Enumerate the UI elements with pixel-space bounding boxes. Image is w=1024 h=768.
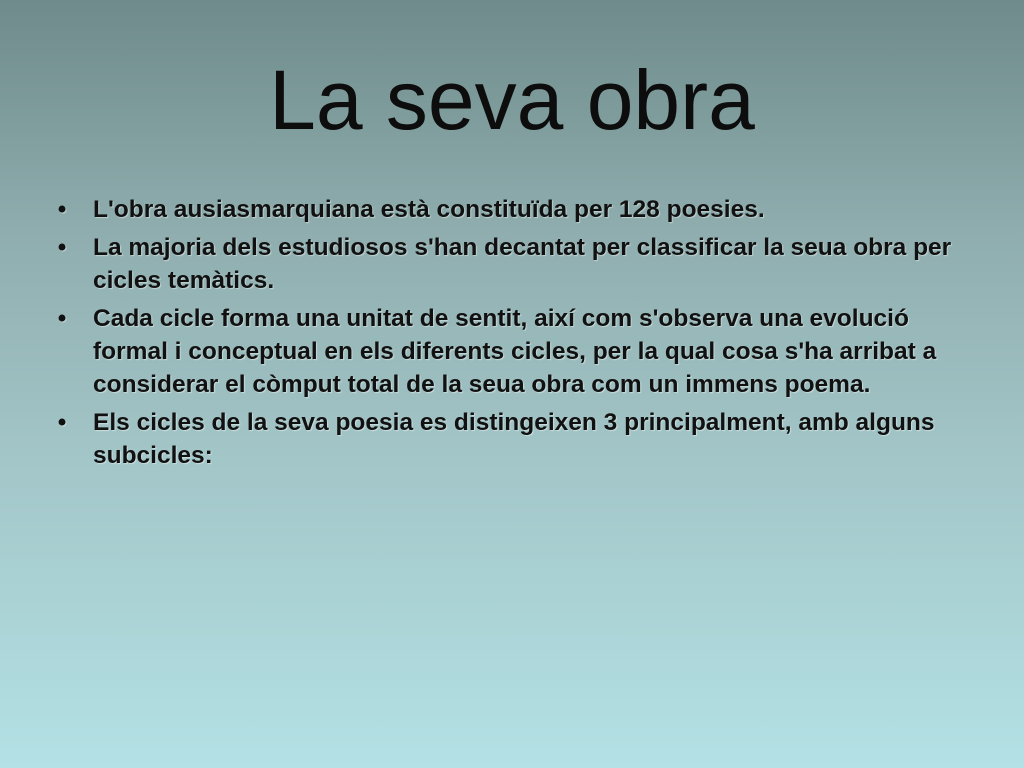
bullet-item (52, 193, 952, 226)
bullet-list (52, 193, 952, 477)
bullet-text: La majoria dels estudiosos s'han decantat per classificar la seua obra per cicles temàtics. (93, 234, 952, 294)
bullet-item (52, 406, 952, 472)
bullet-text: L'obra ausiasmarquiana està constituïda per 128 poesies. (93, 196, 765, 223)
bullet-icon: • (57, 409, 67, 436)
bullet-text: Cada cicle forma una unitat de sentit, així com s'observa una evolució formal i conceptual en els diferents cicles, per la qual cosa s'ha arribat a considerar el còmput total de la seua obra com un immens poema. (93, 305, 937, 398)
bullet-icon: • (57, 305, 67, 332)
bullet-icon: • (57, 234, 67, 261)
bullet-item (52, 302, 952, 401)
slide-title: La seva obra (269, 53, 755, 147)
bullet-icon: • (57, 196, 67, 223)
bullet-item (52, 231, 952, 297)
bullet-text: Els cicles de la seva poesia es distingeixen 3 principalment, amb alguns subcicles: (93, 409, 935, 469)
